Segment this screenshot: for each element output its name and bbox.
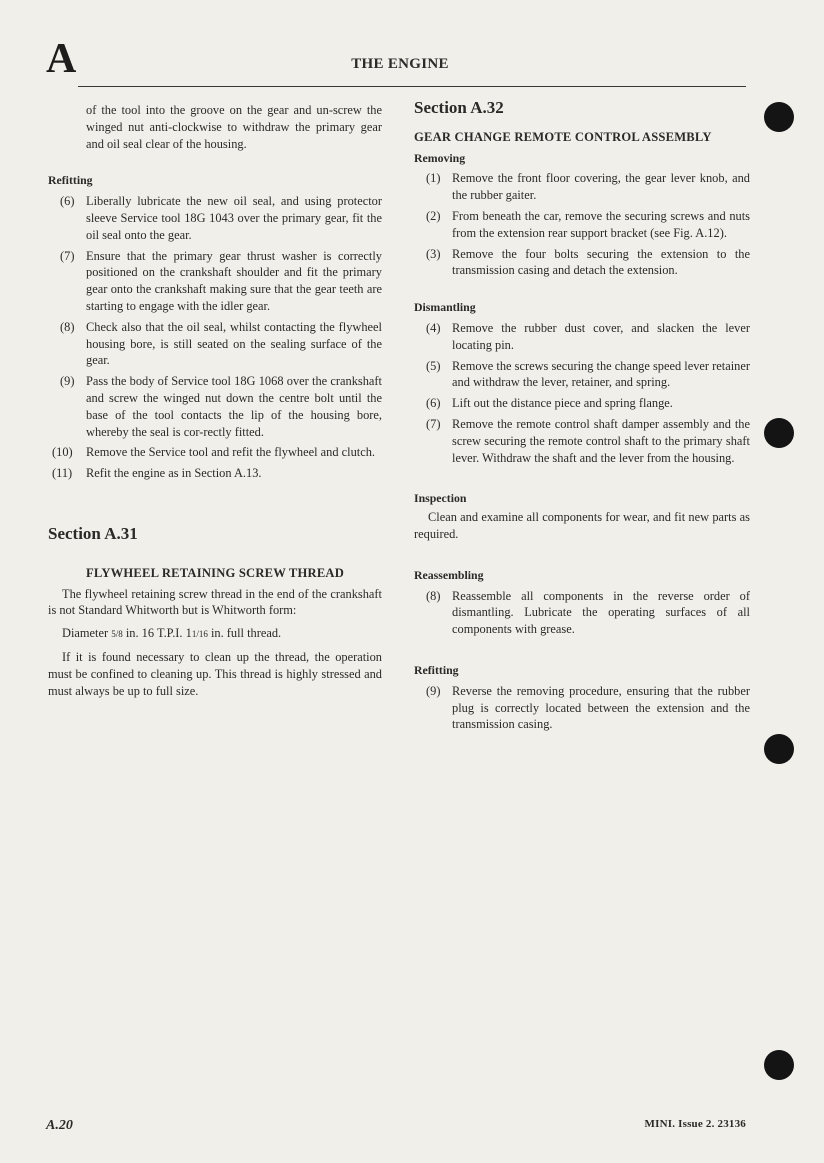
section-letter: A	[46, 36, 77, 82]
right-column	[414, 100, 750, 733]
item-number: (11)	[52, 466, 73, 481]
item-text: From beneath the car, remove the securing screws and nuts from the extension rear support bracket (see Fig. A.12).	[452, 208, 750, 240]
section-a31-paragraph: The flywheel retaining screw thread in the end of the crankshaft is not Standard Whitworth but is Whitworth form:	[48, 586, 382, 618]
spec-fraction-diameter: 5/8	[111, 629, 123, 640]
item-text: Remove the screws securing the change speed lever retainer and withdraw the lever, retainer, and spring.	[452, 358, 750, 390]
punch-hole	[764, 1050, 794, 1080]
item-number: (9)	[60, 374, 75, 389]
issue-reference: MINI. Issue 2. 23136	[644, 1118, 746, 1130]
thread-spec	[48, 625, 382, 643]
section-a32-heading: Section A.32	[414, 98, 504, 117]
item-text: Remove the four bolts securing the extension to the transmission casing and detach the extension.	[452, 246, 750, 278]
list-item	[48, 444, 382, 461]
item-number: (8)	[426, 588, 441, 603]
spec-fraction-length: 1/16	[191, 629, 208, 640]
inspection-heading: Inspection	[414, 491, 467, 506]
left-column	[48, 102, 382, 699]
punch-hole	[764, 102, 794, 132]
item-text: Liberally lubricate the new oil seal, and using protector sleeve Service tool 18G 1043 over the primary gear, fit the oil seal onto the gear.	[86, 194, 382, 242]
item-text: Ensure that the primary gear thrust washer is correctly positioned on the crankshaft shoulder and fit the primary gear onto the crankshaft making sure that the gear teeth are starting to engage with the idler gear.	[86, 248, 382, 313]
section-a31-title: FLYWHEEL RETAINING SCREW THREAD	[85, 565, 345, 580]
item-number: (5)	[426, 358, 441, 373]
item-text: Refit the engine as in Section A.13.	[86, 466, 262, 481]
page-number: A.20	[46, 1118, 73, 1133]
list-item	[414, 208, 750, 242]
list-item	[414, 416, 750, 466]
inspection-paragraph: Clean and examine all components for wear, and fit new parts as required.	[414, 510, 750, 541]
list-item	[48, 248, 382, 315]
item-number: (7)	[60, 248, 75, 263]
item-number: (3)	[426, 246, 441, 261]
item-text: Check also that the oil seal, whilst contacting the flywheel housing bore, is still seated on the sealing surface of the gear.	[86, 319, 382, 368]
list-item	[414, 320, 750, 354]
item-text: Reassemble all components in the reverse order of dismantling. Lubricate the operating surfaces of all components with grease.	[452, 588, 750, 637]
list-item	[414, 358, 750, 392]
list-item	[414, 588, 750, 638]
reassembling-heading: Reassembling	[414, 567, 484, 582]
list-item	[48, 319, 382, 369]
dismantling-heading: Dismantling	[414, 300, 476, 315]
spec-middle: in. 16 T.P.I. 1	[125, 626, 192, 641]
item-text: Reverse the removing procedure, ensuring that the rubber plug is correctly located between the extension and the transmission casing.	[452, 683, 750, 732]
list-item	[414, 683, 750, 733]
item-number: (6)	[426, 396, 441, 411]
punch-hole	[764, 418, 794, 448]
section-a31-paragraph: If it is found necessary to clean up the thread, the operation must be confined to cleaning up. This thread is highly stressed and must always be up to full size.	[48, 649, 382, 698]
list-item	[414, 395, 750, 412]
item-text: Remove the Service tool and refit the flywheel and clutch.	[86, 445, 376, 460]
item-number: (1)	[426, 171, 441, 186]
list-item	[414, 246, 750, 280]
item-number: (8)	[60, 319, 75, 334]
item-number: (9)	[426, 683, 441, 698]
header-rule	[78, 86, 746, 87]
item-text: Lift out the distance piece and spring flange.	[452, 396, 673, 411]
item-text: Remove the rubber dust cover, and slacken the lever locating pin.	[452, 320, 750, 352]
punch-hole	[764, 734, 794, 764]
item-text: Remove the remote control shaft damper assembly and the screw securing the remote control shaft to the primary shaft lever. Withdraw the shaft and the lever from the housing.	[452, 416, 750, 465]
item-number: (6)	[60, 194, 75, 209]
item-number: (7)	[426, 416, 441, 431]
running-title: THE ENGINE	[351, 56, 449, 72]
list-item	[48, 193, 382, 243]
list-item	[48, 373, 382, 440]
item-number: (10)	[52, 445, 73, 460]
spec-prefix: Diameter	[62, 626, 109, 641]
section-a31-heading: Section A.31	[48, 523, 138, 543]
item-text: Remove the front floor covering, the gear lever knob, and the rubber gaiter.	[452, 171, 750, 203]
spec-suffix: in. full thread.	[210, 626, 282, 641]
refitting-heading: Refitting	[414, 662, 459, 677]
list-item	[414, 170, 750, 204]
refitting-heading: Refitting	[48, 173, 93, 188]
list-item	[48, 465, 382, 482]
item-number: (2)	[426, 208, 441, 223]
section-a32-title: GEAR CHANGE REMOTE CONTROL ASSEMBLY	[414, 129, 712, 144]
removing-heading: Removing	[414, 150, 466, 165]
continuation-paragraph: of the tool into the groove on the gear and un-screw the winged nut anti-clockwise to withdraw the primary gear and oil seal clear of the housing.	[86, 103, 382, 151]
item-number: (4)	[426, 320, 441, 335]
item-text: Pass the body of Service tool 18G 1068 over the crankshaft and screw the winged nut down the centre bolt until the base of the tool contacts the lip of the housing bore, whereby the seal is cor-rectly fitted.	[86, 374, 382, 439]
